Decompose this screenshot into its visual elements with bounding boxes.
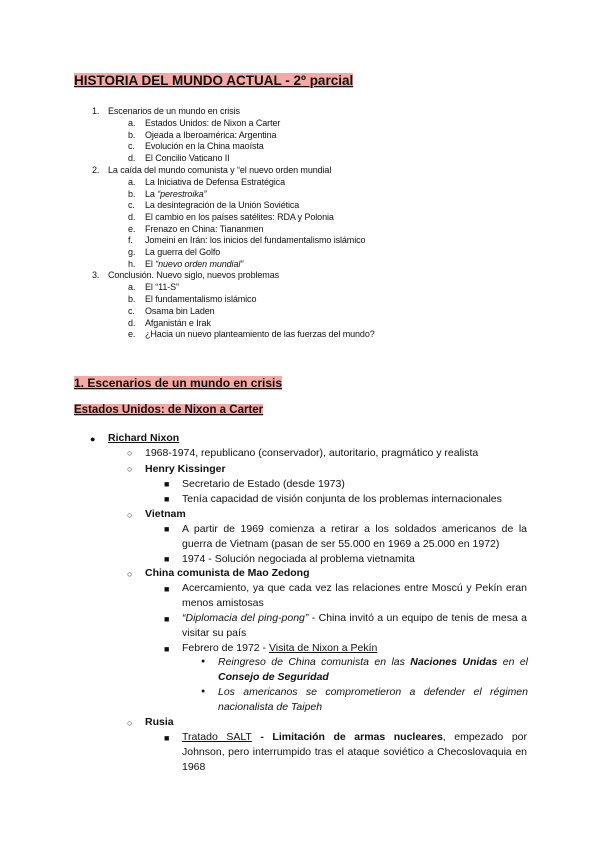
subitem-text: en el [497, 656, 529, 668]
toc-letter: g. [128, 247, 136, 257]
toc-item [128, 234, 366, 246]
nixon-heading: Richard Nixon [108, 432, 180, 444]
toc-letter: a. [128, 118, 136, 128]
toc-number: 3. [92, 270, 100, 281]
china-subitem [218, 655, 528, 685]
square-bullet-icon: ■ [164, 644, 170, 654]
toc-item-label: Osama bin Laden [145, 305, 215, 316]
toc-letter: a. [128, 282, 136, 293]
toc-item [128, 293, 257, 305]
toc-number: 2. [92, 164, 100, 175]
toc-item-text [145, 176, 285, 188]
square-bullet-icon: ■ [164, 494, 170, 504]
toc-letter: d. [128, 153, 136, 164]
toc-section [92, 269, 279, 281]
toc-item [128, 140, 264, 152]
subsection-heading: Estados Unidos: de Nixon a Carter [74, 404, 264, 416]
toc-section-title: La caída del mundo comunista y “el nuevo orden mundial [108, 164, 332, 175]
circle-bullet-icon: ○ [127, 718, 133, 728]
toc-item [128, 129, 277, 141]
subitem-bold: Consejo de Seguridad [218, 671, 329, 683]
page-title: HISTORIA DEL MUNDO ACTUAL - 2º parcial [74, 73, 354, 88]
toc-item-label: El fundamentalismo islámico [145, 294, 257, 305]
rusia-heading: Rusia [145, 716, 174, 728]
toc-item [128, 211, 334, 223]
china-item-text: - China invitó a un equipo de tenis de mesa a visitar su país [182, 612, 527, 639]
toc-item [128, 223, 264, 235]
china-subitem: Los americanos se comprometieron a defender el régimen nacionalista de Taipeh [218, 686, 528, 713]
toc-letter: e. [128, 329, 136, 340]
nixon-desc: 1968-1974, republicano (conservador), autoritario, pragmático y realista [145, 447, 479, 459]
square-bullet-icon: ■ [164, 479, 170, 489]
toc-item-text [145, 129, 276, 141]
toc-letter: h. [128, 258, 136, 269]
toc-item-text [145, 258, 243, 270]
toc-item [128, 328, 375, 340]
toc-item-italic: “nuevo orden mundial” [155, 258, 244, 269]
toc-item-label: ¿Hacia un nuevo planteamiento de las fuerzas del mundo? [145, 329, 375, 340]
toc-item-label: La [145, 188, 158, 199]
china-heading: China comunista de Mao Zedong [145, 567, 310, 579]
square-bullet-icon: ■ [164, 584, 170, 594]
toc-letter: b. [128, 188, 136, 199]
china-item [182, 611, 527, 641]
toc-item-label: El [145, 258, 156, 269]
square-bullet-icon: ■ [164, 554, 170, 564]
toc-item-text [145, 305, 215, 317]
toc-item-italic: “perestroika” [157, 188, 207, 199]
toc-item-text [145, 281, 179, 293]
toc-item-text [145, 246, 220, 258]
bullet-icon: ● [90, 434, 96, 444]
bullet-icon: ● [201, 688, 206, 695]
toc-item-label: El cambio en los países satélites: RDA y Polonia [145, 211, 334, 222]
toc-item [128, 258, 244, 270]
china-item: Acercamiento, ya que cada vez las relaciones entre Moscú y Pekín eran menos amistosas [182, 582, 527, 609]
vietnam-heading: Vietnam [145, 508, 186, 520]
ping-pong-label: “Diplomacia del ping-pong” [182, 612, 309, 624]
toc-item-text [145, 293, 256, 305]
china-item-text: Febrero de 1972 - [182, 642, 269, 654]
toc-item [128, 305, 215, 317]
square-bullet-icon: ■ [164, 614, 170, 624]
toc-item-label: La desintegración de la Unión Soviética [145, 200, 300, 211]
subitem-bold: Naciones Unidas [410, 656, 498, 668]
toc-section [92, 105, 240, 117]
rusia-text: , empezado por Johnson, pero interrumpido tras el ataque soviético a Checoslovaquia en 1968 [182, 731, 527, 773]
toc-letter: f. [128, 235, 133, 246]
square-bullet-icon: ■ [164, 733, 170, 743]
toc-letter: c. [128, 305, 135, 316]
toc-item-label: La Iniciativa de Defensa Estratégica [145, 176, 285, 187]
toc-letter: e. [128, 223, 136, 234]
bullet-icon: ● [201, 658, 206, 665]
toc-item-text [145, 211, 334, 223]
circle-bullet-icon: ○ [127, 464, 133, 474]
toc-item-text [145, 223, 263, 235]
toc-item-label: Evolución en la China maoísta [145, 141, 264, 152]
kissinger-heading: Henry Kissinger [145, 463, 226, 475]
toc-letter: d. [128, 211, 136, 222]
toc-number: 1. [92, 106, 100, 116]
toc-item-text [145, 188, 206, 200]
vietnam-item: 1974 - Solución negociada al problema vietnamita [182, 553, 415, 565]
square-bullet-icon: ■ [164, 524, 170, 534]
toc-item-label: Frenazo en China: Tiananmen [145, 223, 264, 234]
toc-item-text [145, 317, 211, 329]
rusia-sep: - [251, 731, 273, 743]
toc-item [128, 317, 211, 329]
vietnam-item: A partir de 1969 comienza a retirar a los soldados americanos de la guerra de Vietnam (pasan de ser 55.000 en 1969 a 25.000 en 1972) [182, 523, 527, 550]
toc-item [128, 176, 285, 188]
toc-item-text [145, 152, 230, 164]
circle-bullet-icon: ○ [127, 569, 133, 579]
toc-item-label: El “11-S” [145, 282, 179, 293]
toc-letter: b. [128, 294, 136, 305]
kissinger-item: Tenía capacidad de visión conjunta de los problemas internacionales [182, 493, 502, 505]
toc-item-text [145, 234, 365, 246]
toc-item-label: Ojeada a Iberoamérica: Argentina [145, 129, 277, 140]
toc-item-text [145, 117, 280, 129]
toc-item-label: Estados Unidos: de Nixon a Carter [145, 118, 281, 128]
toc-item [128, 117, 281, 129]
toc-item-label: El Concilio Vaticano II [145, 153, 230, 164]
circle-bullet-icon: ○ [127, 510, 133, 520]
toc-letter: b. [128, 129, 136, 140]
toc-item-text [145, 140, 264, 152]
toc-item [128, 199, 300, 211]
toc-section-title: Escenarios de un mundo en crisis [108, 106, 240, 116]
rusia-bold: Limitación de armas nucleares [272, 731, 443, 743]
toc-section-title: Conclusión. Nuevo siglo, nuevos problemas [108, 270, 279, 281]
toc-item-label: La guerra del Golfo [145, 247, 221, 257]
toc-item [128, 281, 179, 293]
toc-letter: c. [128, 141, 135, 152]
toc-item [128, 152, 230, 164]
toc-item-text [145, 328, 375, 340]
toc-item [128, 246, 221, 258]
visit-link-text: Visita de Nixon a Pekín [268, 642, 378, 654]
rusia-item [182, 730, 527, 775]
toc-item-text [145, 199, 299, 211]
china-item [182, 641, 377, 656]
subitem-text: Reingreso de China comunista en las [218, 656, 411, 668]
kissinger-item: Secretario de Estado (desde 1973) [182, 478, 345, 490]
toc-item [128, 188, 207, 200]
toc-letter: d. [128, 317, 136, 328]
toc-letter: a. [128, 176, 136, 187]
toc-letter: c. [128, 200, 135, 211]
toc-section [92, 164, 332, 176]
salt-text: Tratado SALT [182, 731, 252, 743]
toc-item-label: Jomeini en Irán: los inicios del fundamentalismo islámico [145, 235, 366, 246]
section-heading: 1. Escenarios de un mundo en crisis [74, 376, 283, 390]
toc-item-label: Afganistán e Irak [145, 317, 211, 328]
circle-bullet-icon: ○ [127, 448, 133, 458]
